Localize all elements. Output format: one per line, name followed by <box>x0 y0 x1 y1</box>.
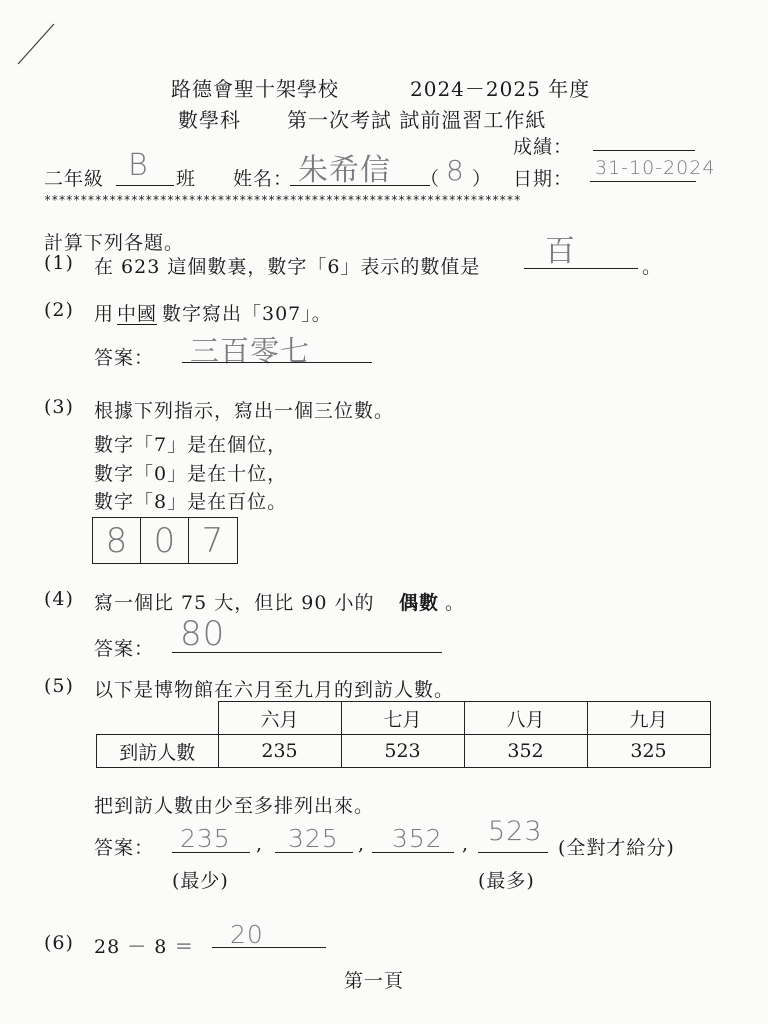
q5-most-label: (最多) <box>478 870 535 892</box>
q5-answer-line-3 <box>372 852 454 853</box>
q4-bold: 偶數 <box>399 592 440 614</box>
table-row <box>97 735 711 768</box>
q3-digit-boxes <box>92 517 238 564</box>
q5-answer-4: 523 <box>488 816 543 847</box>
class-line <box>116 185 174 186</box>
close-paren: ） <box>472 168 493 190</box>
school-name: 路德會聖十架學校 <box>171 77 339 101</box>
q3-hint-hundreds: 數字「8」是在百位。 <box>94 491 288 513</box>
q1-answer-line <box>524 268 638 269</box>
q2-pre: 用 <box>94 303 115 325</box>
q5-comma-1: , <box>256 833 264 855</box>
table-header-row <box>97 702 711 735</box>
class-number: 8 <box>446 154 465 187</box>
date-label: 日期： <box>513 168 574 190</box>
q4-answer-line <box>172 652 442 653</box>
q1-number: (1) <box>44 252 74 274</box>
q5-answer-line-4 <box>478 852 548 853</box>
table-header-august: 八月 <box>464 702 587 735</box>
page-number: 第一頁 <box>344 970 405 992</box>
q3-hint-ones: 數字「7」是在個位， <box>94 434 288 456</box>
q5-comma-3: , <box>462 833 470 855</box>
name-line <box>290 185 430 186</box>
worksheet-title: 第一次考試 試前溫習工作紙 <box>287 108 547 132</box>
q5-answer-2: 325 <box>288 824 339 853</box>
q2-number: (2) <box>44 299 74 321</box>
name-label: 姓名： <box>233 168 294 190</box>
table-header-july: 七月 <box>341 702 464 735</box>
q1-end: 。 <box>642 256 663 278</box>
q3-hint-tens: 數字「0」是在十位， <box>94 463 288 485</box>
date-line <box>590 181 696 182</box>
separator: ****************************************************************** <box>44 193 521 207</box>
table-header-june: 六月 <box>218 702 341 735</box>
q2-post: 數字寫出「307」。 <box>162 303 332 325</box>
q4-text: 寫一個比 75 大，但比 90 小的 <box>94 592 375 614</box>
q5-number: (5) <box>44 675 74 697</box>
q6-answer: 20 <box>230 920 264 949</box>
q5-text: 以下是博物館在六月至九月的到訪人數。 <box>94 679 455 701</box>
q5-instruction: 把到訪人數由少至多排列出來。 <box>94 795 375 817</box>
q5-answer-1: 235 <box>180 824 231 853</box>
q3-number: (3) <box>44 396 74 418</box>
score-label: 成績： <box>513 136 574 158</box>
hundreds-digit-box: 8 <box>93 518 141 563</box>
score-line <box>593 150 695 151</box>
q5-answer-line-1 <box>172 852 250 853</box>
date-value: 31-10-2024 <box>595 157 716 179</box>
grade-label: 二年級 <box>44 168 105 190</box>
table-corner <box>97 702 219 735</box>
subject: 數學科 <box>178 108 241 132</box>
q4-number: (4) <box>44 588 74 610</box>
q5-answer-3: 352 <box>392 824 443 853</box>
open-paren: （ <box>420 168 441 190</box>
q4-answer-label: 答案： <box>94 638 155 660</box>
q6-expression: 28 － 8 ＝ <box>94 936 195 958</box>
table-row-label: 到訪人數 <box>97 735 219 768</box>
q1-answer: 百 <box>545 234 576 269</box>
student-name: 朱希信 <box>298 153 391 188</box>
q5-least-label: (最少) <box>172 870 229 892</box>
table-cell-august: 352 <box>464 735 587 768</box>
q6-answer-line <box>212 947 326 948</box>
q5-answer-line-2 <box>275 852 353 853</box>
instruction: 計算下列各題。 <box>44 232 185 254</box>
q2-answer-line <box>182 362 372 363</box>
table-cell-july: 523 <box>341 735 464 768</box>
q2-underlined: 中國 <box>117 303 158 325</box>
q2-answer: 三百零七 <box>190 334 311 368</box>
ones-digit-box: 7 <box>201 520 224 561</box>
q6-number: (6) <box>44 932 74 954</box>
q2-answer-label: 答案： <box>94 347 155 369</box>
q3-text: 根據下列指示，寫出一個三位數。 <box>94 400 395 422</box>
table-cell-september: 325 <box>587 735 710 768</box>
table-cell-june: 235 <box>218 735 341 768</box>
school-year: 2024－2025 年度 <box>410 77 591 101</box>
q5-answer-label: 答案： <box>94 837 155 859</box>
tens-digit-box: 0 <box>141 518 189 563</box>
q5-note: (全對才給分) <box>558 837 675 859</box>
class-suffix: 班 <box>176 168 197 190</box>
pencil-mark <box>14 20 58 68</box>
q4-end: 。 <box>445 592 466 614</box>
q1-text: 在 623 這個數裏，數字「6」表示的數值是 <box>94 256 481 278</box>
visitor-table <box>96 701 711 768</box>
q4-answer: 80 <box>180 614 226 654</box>
class-value: B <box>128 148 149 183</box>
q5-comma-2: , <box>358 833 366 855</box>
table-header-september: 九月 <box>587 702 710 735</box>
